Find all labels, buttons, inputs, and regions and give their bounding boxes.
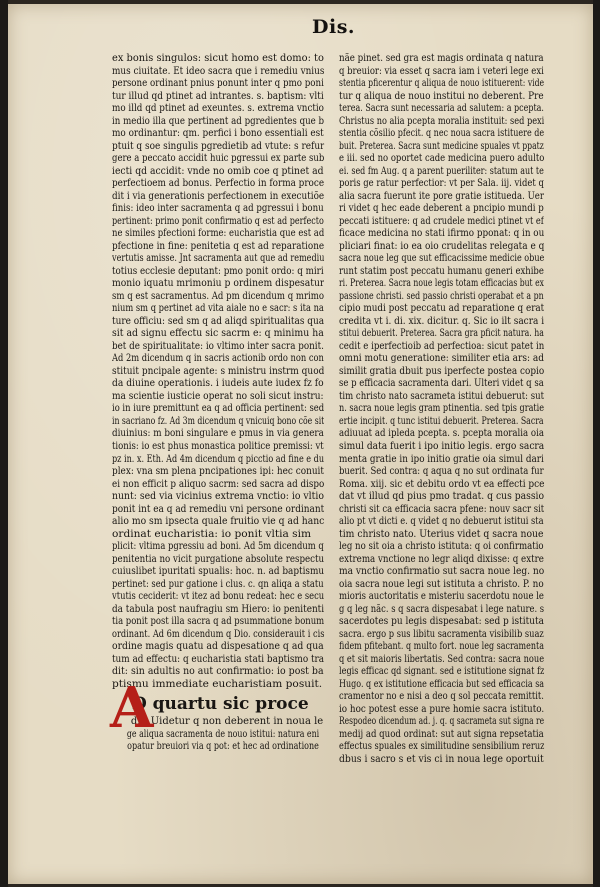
- text-line: Roma. xiij. sic et debitu ordo vt ea effecti pce: [339, 477, 545, 490]
- text-line: legis efficac qd signant. sed e istitutione signat fz: [339, 665, 545, 678]
- text-line: e iii. sed no oportet cade medicina puero adulto: [339, 152, 545, 165]
- text-line: sit ad signu effectu sic sacrm e: q minimu ha: [112, 327, 324, 340]
- text-line: gere a peccato accidit huic pgressui ex parte sub: [112, 152, 324, 165]
- text-line: sacerdotes pu legis dispesabat: sed p istituta: [339, 615, 544, 628]
- text-line: tionis: io est phus monastica politice premissi: vt: [112, 439, 324, 452]
- text-line: stituit pncipale agente: s ministru instrm quod: [112, 364, 324, 377]
- text-line: tia ponit post illa sacra q ad psummatione bonum: [112, 615, 325, 628]
- text-line: plicit: vltima pgressiu ad boni. Ad 5m dicendum q: [112, 540, 324, 553]
- text-line: iecti qd accidit: vnde no omib coe q ptinet ad: [112, 164, 324, 177]
- text-line: opatur breuiori via q pot: et hec ad ordinatione: [127, 740, 319, 753]
- text-line: da diuine operationis. i iudeis aute iudex fz fo: [112, 377, 324, 390]
- text-line: tur illud qd ptinet ad intrantes. s. baptism: vlti: [112, 89, 324, 102]
- text-line: effectus spuales ex similitudine sensibilium reruz: [339, 740, 545, 753]
- text-line: pertinent: primo ponit confirmatio q est ad perfecto: [112, 214, 324, 227]
- text-line: menta gratie in ipo initio gratie oia simul dari: [339, 452, 544, 465]
- text-line: penitentia no vicit purgatione absolute respectu: [112, 552, 325, 565]
- text-line: medij ad quod ordinat: sut aut signa repsetatia: [339, 727, 544, 740]
- text-line: Respodeo dicendum ad. j. q. q sacrameta sut signa re: [339, 715, 545, 728]
- text-line: mioris auctoritatis e misteriu sacerdotu noue le: [339, 590, 544, 603]
- text-line: tim christo nato sacrameta istitui debuerut: sut: [339, 389, 545, 402]
- text-line: poris ge ratur perfectior: vt per Sala. iij. videt q: [339, 177, 544, 190]
- text-line: stitui debuerit. Preterea. Sacra gra pficit natura. ha: [339, 327, 544, 340]
- text-line: in medio illa que pertinent ad pgredientes que b: [112, 114, 324, 127]
- text-line: D quartu sic proce: [132, 694, 309, 715]
- text-line: perfectioem ad bonus. Perfectio in forma proce: [112, 177, 325, 190]
- text-line: ordinant. Ad 6m dicendum q Dio. considerauit i cis: [112, 627, 325, 640]
- decorated-initial: A: [110, 675, 154, 741]
- text-line: oia sacra noue legi sut istituta a christo. P. no: [339, 577, 544, 590]
- text-line: ri videt q hec eade deberent a pncipio mundi p: [339, 202, 544, 215]
- text-line: sacra. ergo p sus libitu sacramenta visibilib suaz: [339, 627, 544, 640]
- text-line: q et sit maioris libertatis. Sed contra: sacra noue: [339, 652, 544, 665]
- text-line: n. sacra noue legis gram ptinentia. sed tpis gratie: [339, 402, 545, 415]
- text-line: diuinius: m boni singulare e pmus in via genera: [112, 427, 324, 440]
- text-line: monio iquatu mrimoniu p ordinem dispesatur: [112, 277, 325, 290]
- text-line: tur q aliqua de nouo institui no deberent. Pre: [339, 89, 544, 102]
- text-line: dit i via generationis perfectionem in executiõe: [112, 189, 325, 202]
- text-line: in sacriano fz. Ad 3m dicendum q vnicuiq bono cõe sit: [112, 414, 324, 427]
- text-line: pz in. x. Eth. Ad 4m dicendum q picctio ad fine e du: [112, 452, 325, 465]
- text-line: ficace medicina no stati ifirmo pponat: q in ou: [339, 227, 545, 240]
- text-line: dbus i sacro s et vis ci in noua lege oportuit: [339, 752, 544, 765]
- text-line: ture officiu: sed sm q ad aliqd spiritualitas qua: [112, 314, 325, 327]
- text-line: extrema vnctione no legr aliqd dixisse: q extre: [339, 552, 544, 565]
- text-line: io in iure premittunt ea q ad officia pertinent: sed: [112, 402, 324, 415]
- text-line: Christus no alia pcepta moralia instituit: sed pexi: [339, 114, 545, 127]
- text-line: mo ordinantur: qm. perfici i bono essentiali est: [112, 127, 324, 140]
- text-line: cipio mudi post peccatu ad reparatione q erat: [339, 302, 544, 315]
- text-line: nunt: sed via vicinius extrema vnctio: io vltio: [112, 490, 324, 503]
- text-line: similit gratia dbuit pus iperfecte postea copio: [339, 364, 545, 377]
- text-line: ri. Preterea. Sacra noue legis totam efficacias but ex: [339, 277, 544, 290]
- text-line: ge aliqua sacramenta de nouo istitui: natura eni: [126, 727, 320, 740]
- text-line: da tabula post naufragiu sm Hiero: io penitenti: [112, 602, 325, 615]
- text-line: nium sm q pertinet ad vita aiale no e sacr: s ita na: [112, 302, 324, 315]
- text-line: stentia pficerentur q aliqua de nouo istituerent: vide: [339, 77, 545, 90]
- text-line: sacra noue leg que sut efficacissime medicie obue: [339, 252, 544, 265]
- text-line: runt statim post peccatu humanu generi exhibe: [339, 264, 544, 277]
- text-line: se p efficacia sacramenta dari. Ulteri videt q sa: [339, 377, 544, 390]
- text-line: ei non efficit p aliquo sacrm: sed sacra ad dispo: [112, 477, 324, 490]
- text-line: passione christi. sed passio christi operabat et a pn: [339, 289, 544, 302]
- text-line: alia sacra fuerunt ite pore gratie istitueda. Uer: [339, 189, 544, 202]
- right-binding-edge: [593, 0, 600, 887]
- text-line: alio pt vt dicti e. q videt q no debuerut istitui sta: [339, 515, 544, 528]
- text-line: ordine magis quatu ad dispesatione q ad qua: [112, 640, 324, 653]
- text-line: ordinat eucharistia: io ponit vltia sim: [112, 527, 312, 540]
- text-line: Ad 2m dicendum q in sacris actionib ordo non con: [112, 352, 324, 365]
- text-line: simul data fuerit i ipo initio legis. ergo sacra: [339, 439, 545, 452]
- text-line: totius ecclesie deputant: pmo ponit ordo: q miri: [112, 264, 324, 277]
- text-line: ei. sed fm Aug. q a parent pueriliter: statum aut te: [339, 164, 544, 177]
- left-text-column: [112, 52, 324, 753]
- text-line: sm q est sacramentus. Ad pm dicendum q mrimo: [112, 289, 324, 302]
- text-line: io hoc potest esse a pure homie sacra istituto.: [339, 702, 545, 715]
- text-line: tim christo nato. Uterius videt q sacra noue: [339, 527, 544, 540]
- text-line: ex bonis singulos: sicut homo est domo: to: [112, 52, 324, 64]
- text-line: peccati istituere: q ad crudele medici ptinet vt ef: [339, 214, 544, 227]
- text-line: ne similes pfectioni forme: eucharistia que est ad: [112, 227, 324, 240]
- text-line: cramentor no e nisi a deo q sol peccata remittit.: [339, 690, 544, 703]
- text-line: stentia cõsilio pfecit. q nec noua sacra istituere de: [339, 127, 544, 140]
- text-line: finis: ideo inter sacramenta q ad pgressui i bonu: [112, 202, 324, 215]
- text-line: tum ad effectu: q eucharistia stati baptismo tra: [112, 652, 325, 665]
- text-line: alio mo sm ipsecta quale fruitio vie q ad hanc: [112, 515, 325, 528]
- text-line: pliciari finat: io ea oio crudelitas relegata e q: [339, 239, 544, 252]
- text-line: terea. Sacra sunt necessaria ad salutem: a pcepta.: [339, 102, 544, 115]
- text-line: mus ciuitate. Et ideo sacra que i remediu vnius: [112, 64, 325, 77]
- text-line: fidem pfitebant. q multo fort. noue leg sacramenta: [339, 640, 544, 653]
- text-line: buerit. Sed contra: q aqua q no sut ordinata fur: [339, 465, 544, 478]
- text-line: ma scientie iusticie operat no soli sicut instru:: [112, 389, 324, 402]
- text-line: omni motu generatione: similiter etia ars: ad: [339, 352, 544, 365]
- text-line: dit: sin adultis no aut confirmatio: io post ba: [112, 665, 324, 678]
- text-line: ertie incipit. q tunc istitui debuerit. Preterea. Sacra: [339, 414, 544, 427]
- text-line: dit. Uidetur q non deberent in noua le: [130, 715, 324, 728]
- text-line: mo illd qd ptinet ad exeuntes. s. extrema vnctio: [112, 102, 324, 115]
- text-line: nãe pinet. sed gra est magis ordinata q natura: [339, 52, 544, 64]
- text-line: pfectione in fine: penitetia q est ad reparatione: [112, 239, 325, 252]
- text-line: plex: vna sm plena pncipationes ipi: hec conuit: [112, 465, 324, 478]
- text-line: adiuuat ad ipleda pcepta. s. pcepta moralia oia: [339, 427, 544, 440]
- text-line: buit. Preterea. Sacra sunt medicine spuales vt ppatz: [339, 139, 544, 152]
- right-text-column: [339, 52, 544, 765]
- text-line: cuiuslibet ipuritati spualis: hoc. n. ad baptismu: [112, 565, 325, 578]
- text-line: q breuior: via esset q sacra iam i veteri lege exi: [339, 64, 544, 77]
- text-line: dat vt illud qd pius pmo tradat. q cus passio: [339, 490, 545, 503]
- text-line: ptismu immediate eucharistiam posuit.: [112, 677, 323, 690]
- text-line: g q leg nãc. s q sacra dispesabat i lege nature. s: [339, 602, 545, 615]
- text-line: Hugo. q ex istitutione efficacia but sed efficacia sa: [339, 677, 544, 690]
- text-line: leg no sit oia a christo istituta: q oi confirmatio: [339, 540, 544, 553]
- text-line: credita vt i. di. xix. dicitur. q. Sic io ilt sacra i: [339, 314, 544, 327]
- text-line: vertutis amisse. Jnt sacramenta aut que ad remediu: [112, 252, 325, 265]
- left-binding-edge: [0, 0, 8, 887]
- text-line: ponit int ea q ad remediu vni persone ordinant: [112, 502, 325, 515]
- text-line: bet de spiritualitate: io vltimo inter sacra ponit.: [112, 339, 324, 352]
- text-line: vtutis ceciderit: vt itez ad bonu redeat: hec e secu: [112, 590, 324, 603]
- text-line: pertinet: sed pur gatione i clus. c. qn aliqa a statu: [112, 577, 324, 590]
- text-line: cedit e iperfectioib ad perfectioa: sicut patet in: [339, 339, 544, 352]
- text-line: ma vnctio confirmatio sut sacra noue leg. no: [339, 565, 545, 578]
- text-line: ptuit q soe singulis pgredietib ad vtute: s refur: [112, 139, 325, 152]
- text-line: christi sit ca efficacia sacra pfene: nouv sacr sit: [339, 502, 545, 515]
- text-line: persone ordinant pnius ponunt inter q pmo poni: [112, 77, 324, 90]
- running-title: Dis.: [312, 16, 356, 38]
